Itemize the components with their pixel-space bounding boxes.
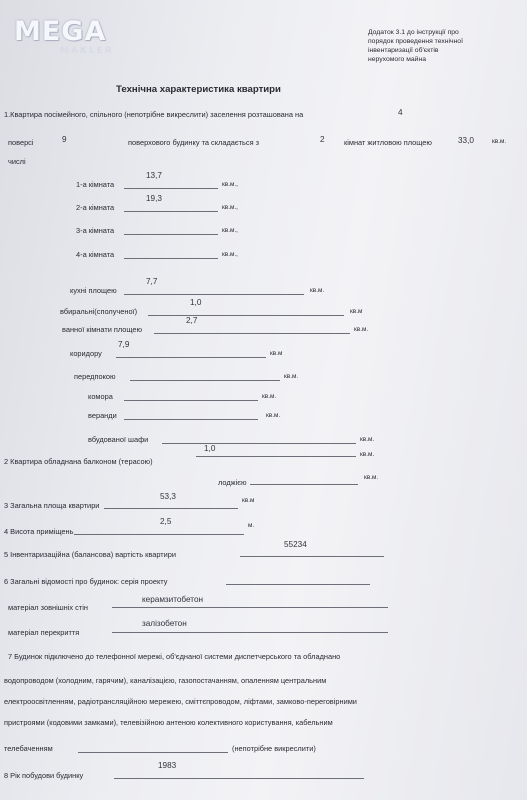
other-row-unit: кв.м.: [310, 287, 325, 294]
document-title: Технічна характеристика квартири: [116, 84, 281, 95]
series-label: 6 Загальні відомості про будинок: серія проекту: [4, 577, 168, 586]
total-area-unit: кв.м: [242, 497, 255, 504]
s7-line3: електроосвітленням, радіотрансляційною мережею, сміттєпроводом, ліфтами, замково-переговірними: [4, 697, 357, 706]
other-row-label: комора: [88, 392, 113, 401]
other-row-value: 7,9: [118, 340, 130, 349]
balcony-value: 1,0: [204, 444, 216, 453]
watermark-sub: MAKLER: [60, 46, 114, 56]
year-label: 8 Рік побудови будинку: [4, 771, 84, 780]
other-row-label: передпокою: [74, 372, 116, 381]
other-row-underline: [124, 294, 304, 295]
other-row-label: веранди: [88, 411, 117, 420]
appendix-line: Додаток 3.1 до інструкції про: [368, 29, 459, 36]
balcony-unit: кв.м.: [360, 451, 375, 458]
lodge-unit: кв.м.: [364, 474, 379, 481]
s7-line4: пристроями (кодовими замками), телевізійною антеною колективного користування, кабельним: [4, 718, 333, 727]
other-row-value: 7,7: [146, 277, 158, 286]
total-area-value: 53,3: [160, 492, 176, 501]
room-row-unit: кв.м.,: [222, 251, 238, 258]
other-row-unit: кв.м.: [354, 326, 369, 333]
cost-label: 5 Інвентаризаційна (балансова) вартість квартири: [4, 550, 177, 559]
other-row-unit: кв.м.: [284, 373, 299, 380]
other-row-unit: кв.м.: [360, 436, 375, 443]
floors-value: залізобетон: [142, 619, 187, 628]
room-row-value: 19,3: [146, 194, 162, 203]
appendix-line: порядок проведення технічної: [368, 38, 463, 45]
other-row-label: кухні площею: [70, 286, 117, 295]
room-row-value: 13,7: [146, 171, 162, 180]
height-label: 4 Висота приміщень: [4, 527, 74, 536]
poverkhi-label: поверсі: [8, 138, 34, 147]
other-row-label: вбиральні(сполученої): [60, 307, 138, 316]
other-row-underline: [130, 380, 280, 381]
s7-line2: водопроводом (холодним, гарячим), каналізацією, газопостачанням, опаленням центральним: [4, 676, 327, 685]
s7-note: (непотрібне викреслити): [232, 744, 316, 753]
rooms-value: 2: [320, 135, 325, 144]
other-row-underline: [124, 419, 258, 420]
other-row-value: 2,7: [186, 316, 198, 325]
room-row-label: 1-а кімната: [76, 180, 115, 189]
living-area-value: 33,0: [458, 136, 474, 145]
room-row-label: 3-а кімната: [76, 226, 115, 235]
total-area-label: 3 Загальна площа квартири: [4, 501, 100, 510]
appendix-note: [368, 28, 463, 64]
other-row-label: коридору: [70, 349, 102, 358]
other-row-underline: [124, 400, 258, 401]
s1-line1: 1.Квартира посімейного, спільного (непотрібне викреслити) заселення розташована на: [4, 110, 304, 119]
room-row-unit: кв.м.,: [222, 204, 238, 211]
room-row-underline: [124, 234, 218, 235]
other-row-unit: кв.м.: [262, 393, 277, 400]
room-row-underline: [124, 258, 218, 259]
s7-tv-label: телебаченням: [4, 744, 53, 753]
walls-value: керамзитобетон: [142, 595, 204, 604]
s7-line1: 7 Будинок підключено до телефонної мережі, об'єднаної системи диспетчерського та обладнано: [8, 652, 341, 661]
appendix-line: інвентаризації об'єктів: [368, 47, 439, 54]
building-label: поверхового будинку та складається з: [128, 138, 260, 147]
other-row-label: ванної кімнати площею: [62, 325, 143, 334]
cost-value: 55234: [284, 540, 307, 549]
walls-label: матеріал зовнішніх стін: [8, 603, 88, 612]
room-row-label: 4-а кімната: [76, 250, 115, 259]
living-area-label: кімнат житловою площею: [344, 138, 432, 147]
other-row-value: 1,0: [190, 298, 202, 307]
appendix-line: нерухомого майна: [368, 56, 426, 63]
other-row-label: вбудованої шафи: [88, 435, 149, 444]
room-row-unit: кв.м.,: [222, 227, 238, 234]
total-floors-value: 9: [62, 135, 67, 144]
height-unit: м.: [248, 522, 255, 529]
balcony-label: 2 Квартира обладнана балконом (терасою): [4, 457, 153, 466]
floor-value: 4: [398, 108, 403, 117]
other-row-underline: [148, 315, 344, 316]
other-row-underline: [162, 443, 356, 444]
other-row-underline: [154, 333, 350, 334]
other-row-unit: кв.м: [270, 350, 283, 357]
other-row-underline: [116, 357, 266, 358]
chysli-label: числі: [8, 157, 26, 166]
height-value: 2,5: [160, 517, 172, 526]
year-value: 1983: [158, 761, 177, 770]
other-row-unit: кв.м: [350, 308, 363, 315]
other-row-unit: кв.м.: [266, 412, 281, 419]
watermark-logo: MEGA: [14, 16, 107, 47]
lodge-label: лоджією: [218, 478, 247, 487]
room-row-unit: кв.м.,: [222, 181, 238, 188]
living-area-unit: кв.м.: [492, 138, 507, 145]
room-row-label: 2-а кімната: [76, 203, 115, 212]
room-row-underline: [124, 211, 218, 212]
floors-label: матеріал перекриття: [8, 628, 80, 637]
room-row-underline: [124, 188, 218, 189]
